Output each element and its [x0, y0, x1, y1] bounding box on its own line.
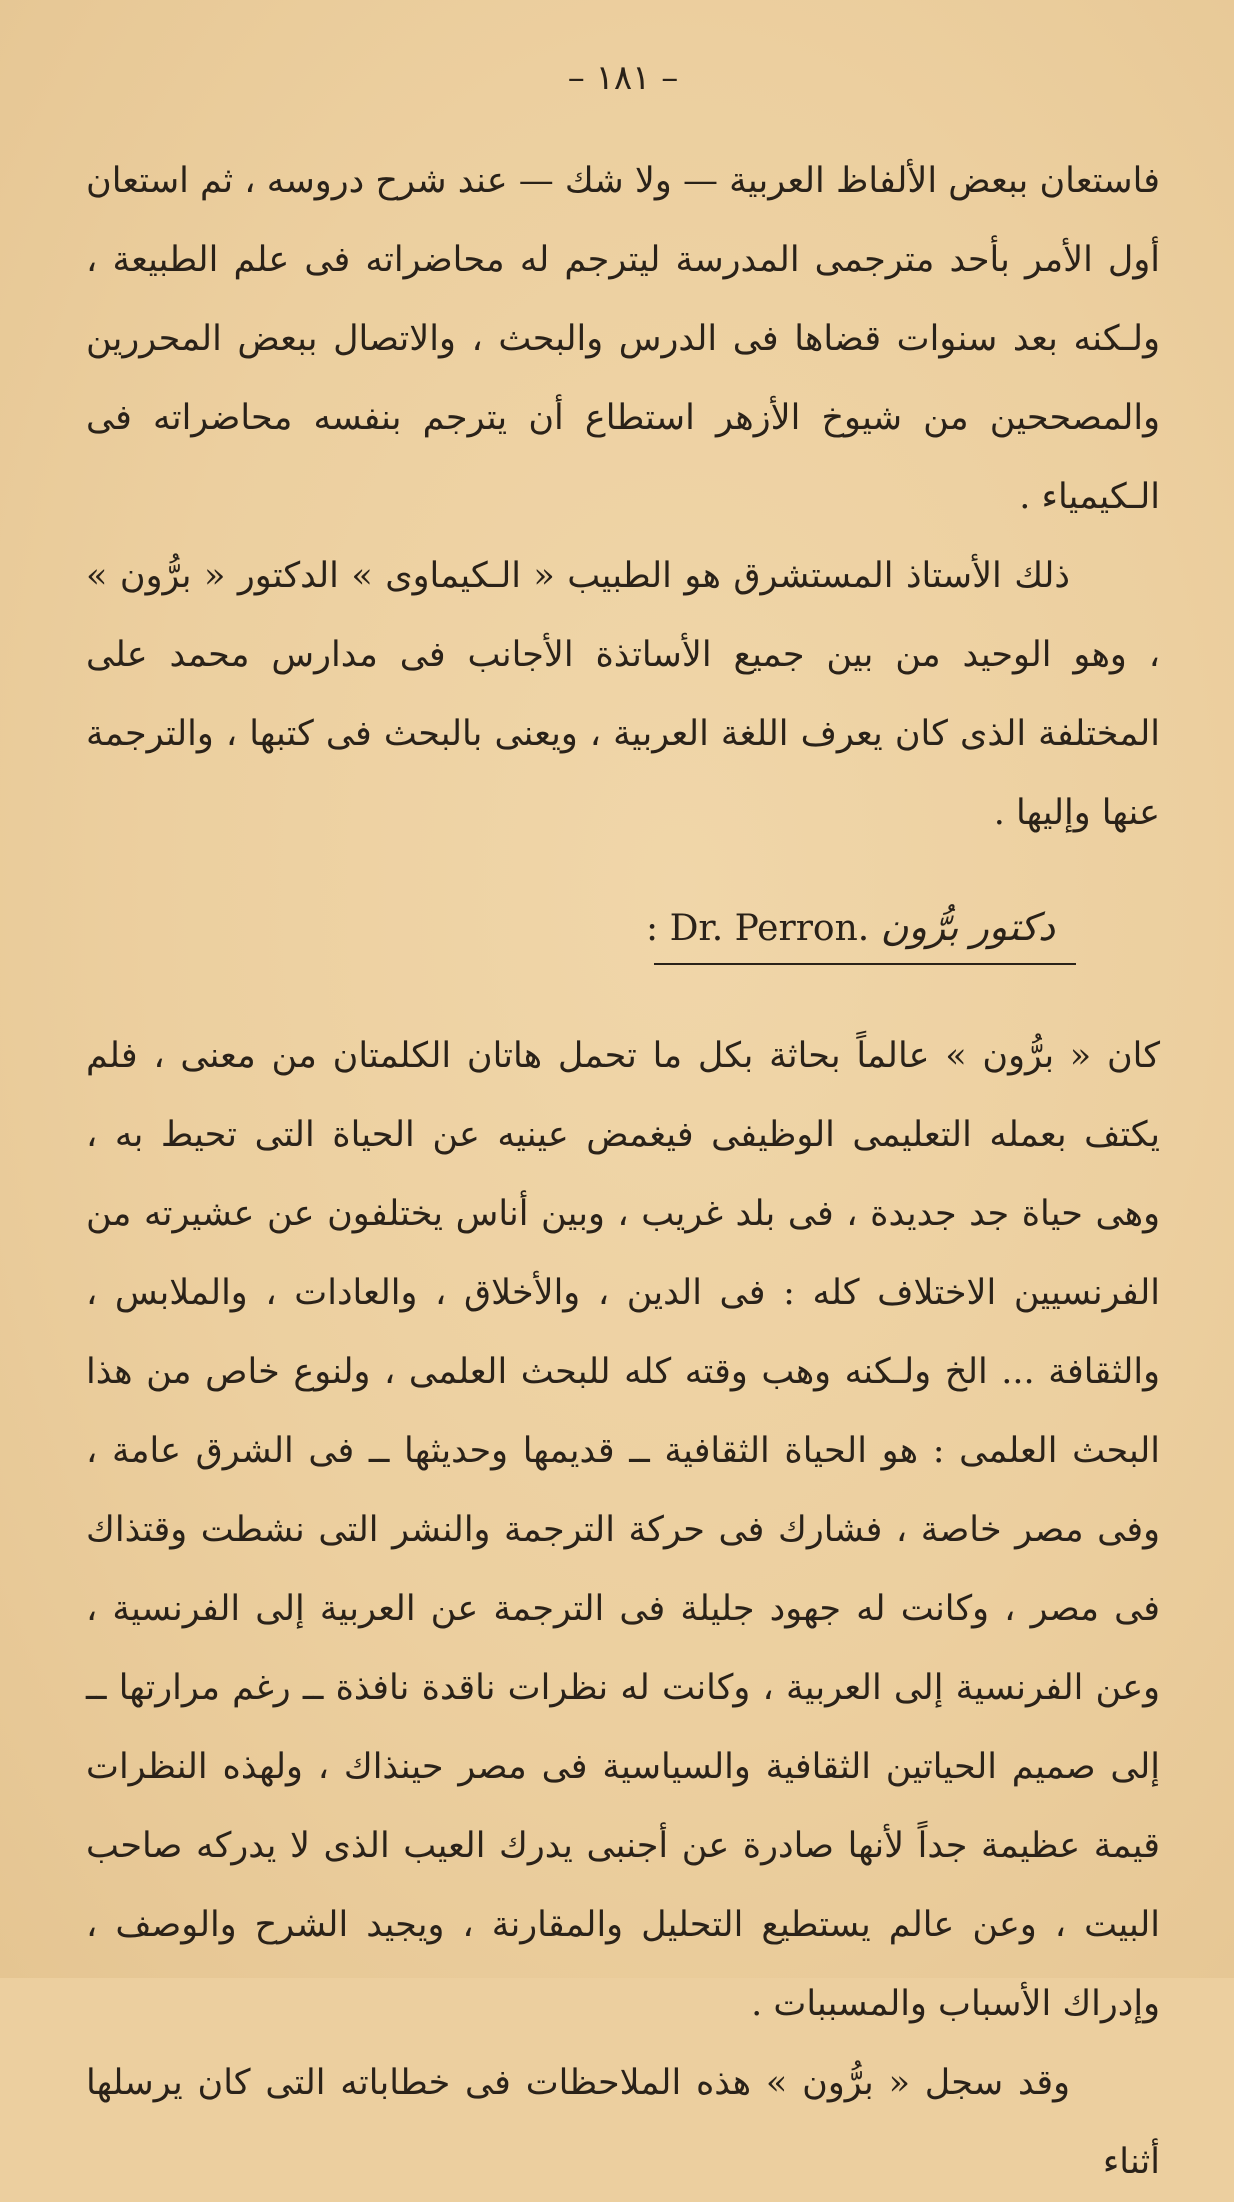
paragraph-2: ذلك الأستاذ المستشرق هو الطبيب « الـكيماوى » الدكتور « برُّون » ، وهو الوحيد من بين جميع الأساتذة الأجانب فى مدارس محمد على المختلفة الذى كان يعرف اللغة العربية ، ويعنى بالبحث فى كتبها ، والترجمة عنها وإليها .: [86, 556, 1160, 833]
heading-latin: : Dr. Perron.: [646, 908, 870, 949]
page-number: – ١٨١ –: [567, 58, 679, 98]
heading-underline: [654, 963, 1076, 965]
heading-arabic: دكتور برُّون: [880, 905, 1056, 949]
paragraph-4: وقد سجل « برُّون » هذه الملاحظات فى خطاباته التى كان يرسلها أثناء: [86, 2063, 1160, 2182]
paragraph-1: فاستعان ببعض الألفاظ العربية — ولا شك — عند شرح دروسه ، ثم استعان أول الأمر بأحد مترجمى المدرسة ليترجم له محاضراته فى علم الطبيعة ، ولـكنه بعد سنوات قضاها فى الدرس والبحث ، والاتصال ببعض المحررين والمصححين من شيوخ الأزهر استطاع أن يترجم بنفسه محاضراته فى الـكيمياء .: [86, 161, 1160, 517]
section-heading: [86, 879, 1160, 997]
paragraph-3: كان « برُّون » عالماً بحاثة بكل ما تحمل هاتان الكلمتان من معنى ، فلم يكتف بعمله التعليمى الوظيفى فيغمض عينيه عن الحياة التى تحيط به ، وهى حياة جد جديدة ، فى بلد غريب ، وبين أناس يختلفون عن عشيرته من الفرنسيين الاختلاف كله : فى الدين ، والأخلاق ، والعادات ، والملابس ، والثقافة ... الخ ولـكنه وهب وقته كله للبحث العلمى ، ولنوع خاص من هذا البحث العلمى : هو الحياة الثقافية ــ قديمها وحديثها ــ فى الشرق عامة ، وفى مصر خاصة ، فشارك فى حركة الترجمة والنشر التى نشطت وقتذاك فى مصر ، وكانت له جهود جليلة فى الترجمة عن العربية إلى الفرنسية ، وعن الفرنسية إلى العربية ، وكانت له نظرات ناقدة نافذة ــ رغم مرارتها ــ إلى صميم الحياتين الثقافية والسياسية فى مصر حينذاك ، ولهذه النظرات قيمة عظيمة جداً لأنها صادرة عن أجنبى يدرك العيب الذى لا يدركه صاحب البيت ، وعن عالم يستطيع التحليل والمقارنة ، ويجيد الشرح والوصف ، وإدراك الأسباب والمسببات .: [86, 1036, 1160, 2024]
section-heading-text: [646, 899, 1086, 957]
